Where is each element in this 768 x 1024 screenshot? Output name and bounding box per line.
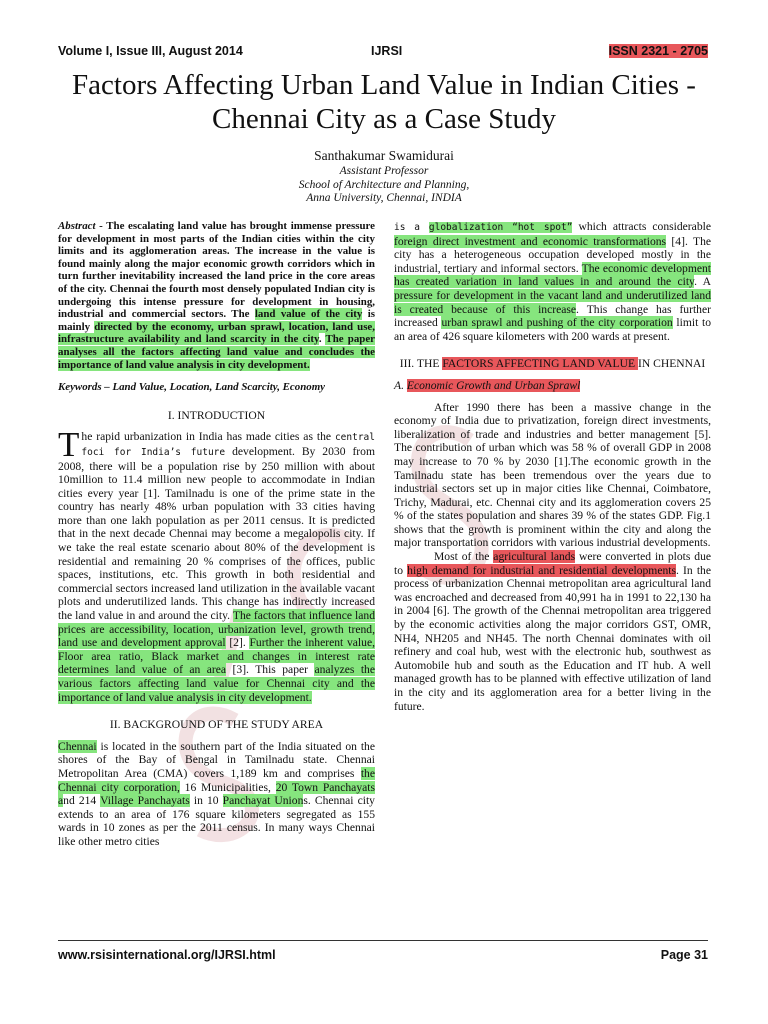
background-paragraph-continued: [394, 220, 711, 343]
body-text: [4]. The city has a heterogeneous occupation developed mostly in the industrial, tertiary and informal sectors.: [394, 234, 712, 275]
body-text: were converted in plots due to: [394, 550, 712, 577]
affiliation-line: Assistant Professor: [339, 165, 429, 177]
highlight-green: the Chennai city corporation,: [58, 766, 375, 794]
body-text: . A: [694, 275, 712, 289]
highlight-green: The economic development has created variation in land values in and around the city: [394, 261, 712, 289]
section-heading-factors: [394, 357, 711, 371]
highlight-green: Panchayat Union: [222, 794, 304, 808]
background-paragraph: [58, 740, 375, 849]
body-text: in 10: [189, 794, 223, 808]
introduction-paragraph: [58, 425, 375, 704]
heading-text: III. THE: [399, 357, 443, 371]
drop-cap: T: [58, 425, 80, 465]
abstract: [58, 220, 375, 371]
body-text: nd 214: [63, 794, 101, 808]
body-text: . In the process of urbanization Chennai metropolitan area agricultural land was encroached and decreased from 40,991 ha in 1991 to 22,130 ha in 2004 [6]. The growth of the Chennai metropolitan area triggered by the economic activities along the major corridors GST, OMR, NH4, NH205 and NH45. The north Chennai dominates with oil refinery and coal hub, west with the electronic hub, southwest as Automobile hub and south as the Education and IT hub. A well managed growth has to be planned with effective utilization of land in the city and its agglomeration area for a better living in the future.: [394, 563, 711, 713]
highlight-green: Chennai: [58, 739, 97, 753]
body-text: [2].: [225, 636, 250, 650]
right-column: [394, 220, 711, 713]
abstract-label: Abstract: [58, 220, 96, 232]
highlight-green: analyzes the various factors affecting land value for Chennai city and the importance of land value analysis in city development.: [58, 663, 375, 704]
body-text: which attracts considerable: [572, 220, 711, 233]
left-column: [58, 220, 375, 849]
highlight-red: Economic Growth and Urban Sprawl: [406, 378, 581, 392]
affiliation-line: Anna University, Chennai, INDIA: [306, 192, 462, 204]
section-heading-introduction: I. INTRODUCTION: [167, 408, 266, 422]
subsection-heading: [394, 379, 711, 393]
body-text: Most of the: [434, 550, 494, 564]
affiliation-line: School of Architecture and Planning,: [298, 178, 470, 191]
highlight-green: land value of the city: [254, 308, 363, 321]
highlight-green: directed by the economy, urban sprawl, location, land use, infrastructure availability and land scarcity in the city: [58, 320, 375, 346]
section-heading-background: II. BACKGROUND OF THE STUDY AREA: [109, 718, 324, 732]
highlight-green: urban sprawl and pushing of the city corporation: [441, 316, 673, 330]
body-text: [3]. This paper: [226, 663, 315, 677]
body-text: development. By 2030 from 2008, there will be a population rise by 250 million with about 10million to 11.4 million new people to accommodate in Indian cities every year [1]. Tamilnadu is one of the prime state in the country has nearly 48% urban population with 33 cities having more than one lakh population as per 2011 census. It is predicted that in the next decade Chennai may become a megalopolis city. If we take the real estate scenario about 80% of the development is residential and remaining 20 % comprises of the offices, public spaces, institutions, etc. This growth in both residential and commercial sectors increased land utilization in the available vacant plots and underutilized lands. This change has indirectly increased the land value in and around the city.: [58, 444, 375, 623]
monospace-text: is a: [394, 222, 429, 233]
highlight-red: FACTORS AFFECTING LAND VALUE: [442, 357, 638, 371]
body-text: . This change has further increased: [394, 302, 711, 330]
footer-rule: [58, 940, 708, 941]
paper-title: Factors Affecting Urban Land Value in Indian Cities - Chennai City as a Case Study: [72, 69, 696, 135]
body-text: s. Chennai city extends to an area of 176 square kilometers segregated as 155 wards in 10 zones as per the 2011 census. In many ways Chennai like other metro cities: [58, 794, 375, 848]
body-text: he rapid urbanization in India has made cities as the: [81, 430, 335, 444]
highlight-red: agricultural lands: [493, 550, 576, 564]
abstract-text: is mainly: [58, 308, 375, 333]
monospace-text: central foci for India’s future: [81, 432, 375, 458]
abstract-text: - The escalating land value has brought immense pressure for development in most parts of the Indian cities within the city limits and its agglomeration areas. The increase in the value is found mainly along the major economic growth corridors which in turn further inevitability increased the land price in the core areas of the city. Chennai the fourth most densely populated Indian city is undergoing this intense pressure for development in housing, industrial and commercial sectors. The: [58, 220, 375, 321]
journal-volume: Volume I, Issue III, August 2014: [58, 44, 243, 58]
footer-url[interactable]: www.rsisinternational.org/IJRSI.html: [58, 948, 276, 962]
economic-growth-paragraph: After 1990 there has been a massive change in the economy of India due to privatization, foreign direct investments, liberalization of trade and industries and better management [5]. The contribution of urban which was 58 % of overall GDP in 2008 may increase to 70 % by 2030 [1].The economic growth in the Tamilnadu state has been tremendous over the years due to industrial sectors set up in major cities like Chennai, Coimbatore, Trichy, Madurai, etc. Chennai city and its agglomeration covers 25 % of the states population and shares 39 % of the states GDP. Fig.1 shows that the growth is prominent within the city and along the major transportation corridors with various industrial developments.: [394, 400, 711, 550]
journal-name: IJRSI: [371, 44, 403, 58]
heading-text: IN CHENNAI: [637, 357, 706, 371]
highlight-green: 20 Town Panchayats a: [58, 780, 375, 808]
highlight-green: The paper analyses all the factors affecting land value and concludes the importance of land value analysis in city development.: [58, 333, 375, 371]
body-text: limit to an area of 426 square kilometers with 200 wards at present.: [394, 316, 712, 343]
author-name: Santhakumar Swamidurai: [314, 148, 454, 163]
highlight-green: Village Panchayats: [100, 794, 190, 808]
highlight-green: globalization “hot spot”: [428, 222, 573, 233]
agricultural-paragraph: [394, 550, 711, 713]
body-text: is located in the southern part of the India situated on the shores of the Bay of Bengal in Tamilnadu state. Chennai Metropolitan Area (CMA) covers 1,189 km and comprises: [58, 739, 375, 780]
highlight-red: high demand for industrial and residential developments: [407, 563, 676, 577]
highlight-green: The factors that influence land prices are accessibility, location, urbanization level, growth trend, land use and development approval: [58, 609, 375, 650]
highlight-green: pressure for development in the vacant land and underutilized land is created because of this increase: [394, 288, 711, 316]
highlight-green: Further the inherent value, Floor area ratio, Black market and changes in interest rate determines land value of an area: [58, 636, 375, 677]
subsection-letter: A.: [394, 378, 407, 392]
abstract-text: .: [318, 333, 326, 346]
journal-issn: ISSN 2321 - 2705: [608, 44, 708, 58]
keywords: Keywords – Land Value, Location, Land Scarcity, Economy: [58, 381, 326, 394]
body-text: 16 Municipalities,: [179, 780, 276, 794]
author-affiliation: [60, 165, 708, 206]
highlight-green: foreign direct investment and economic transformations: [394, 234, 667, 248]
page-number: Page 31: [660, 948, 708, 962]
